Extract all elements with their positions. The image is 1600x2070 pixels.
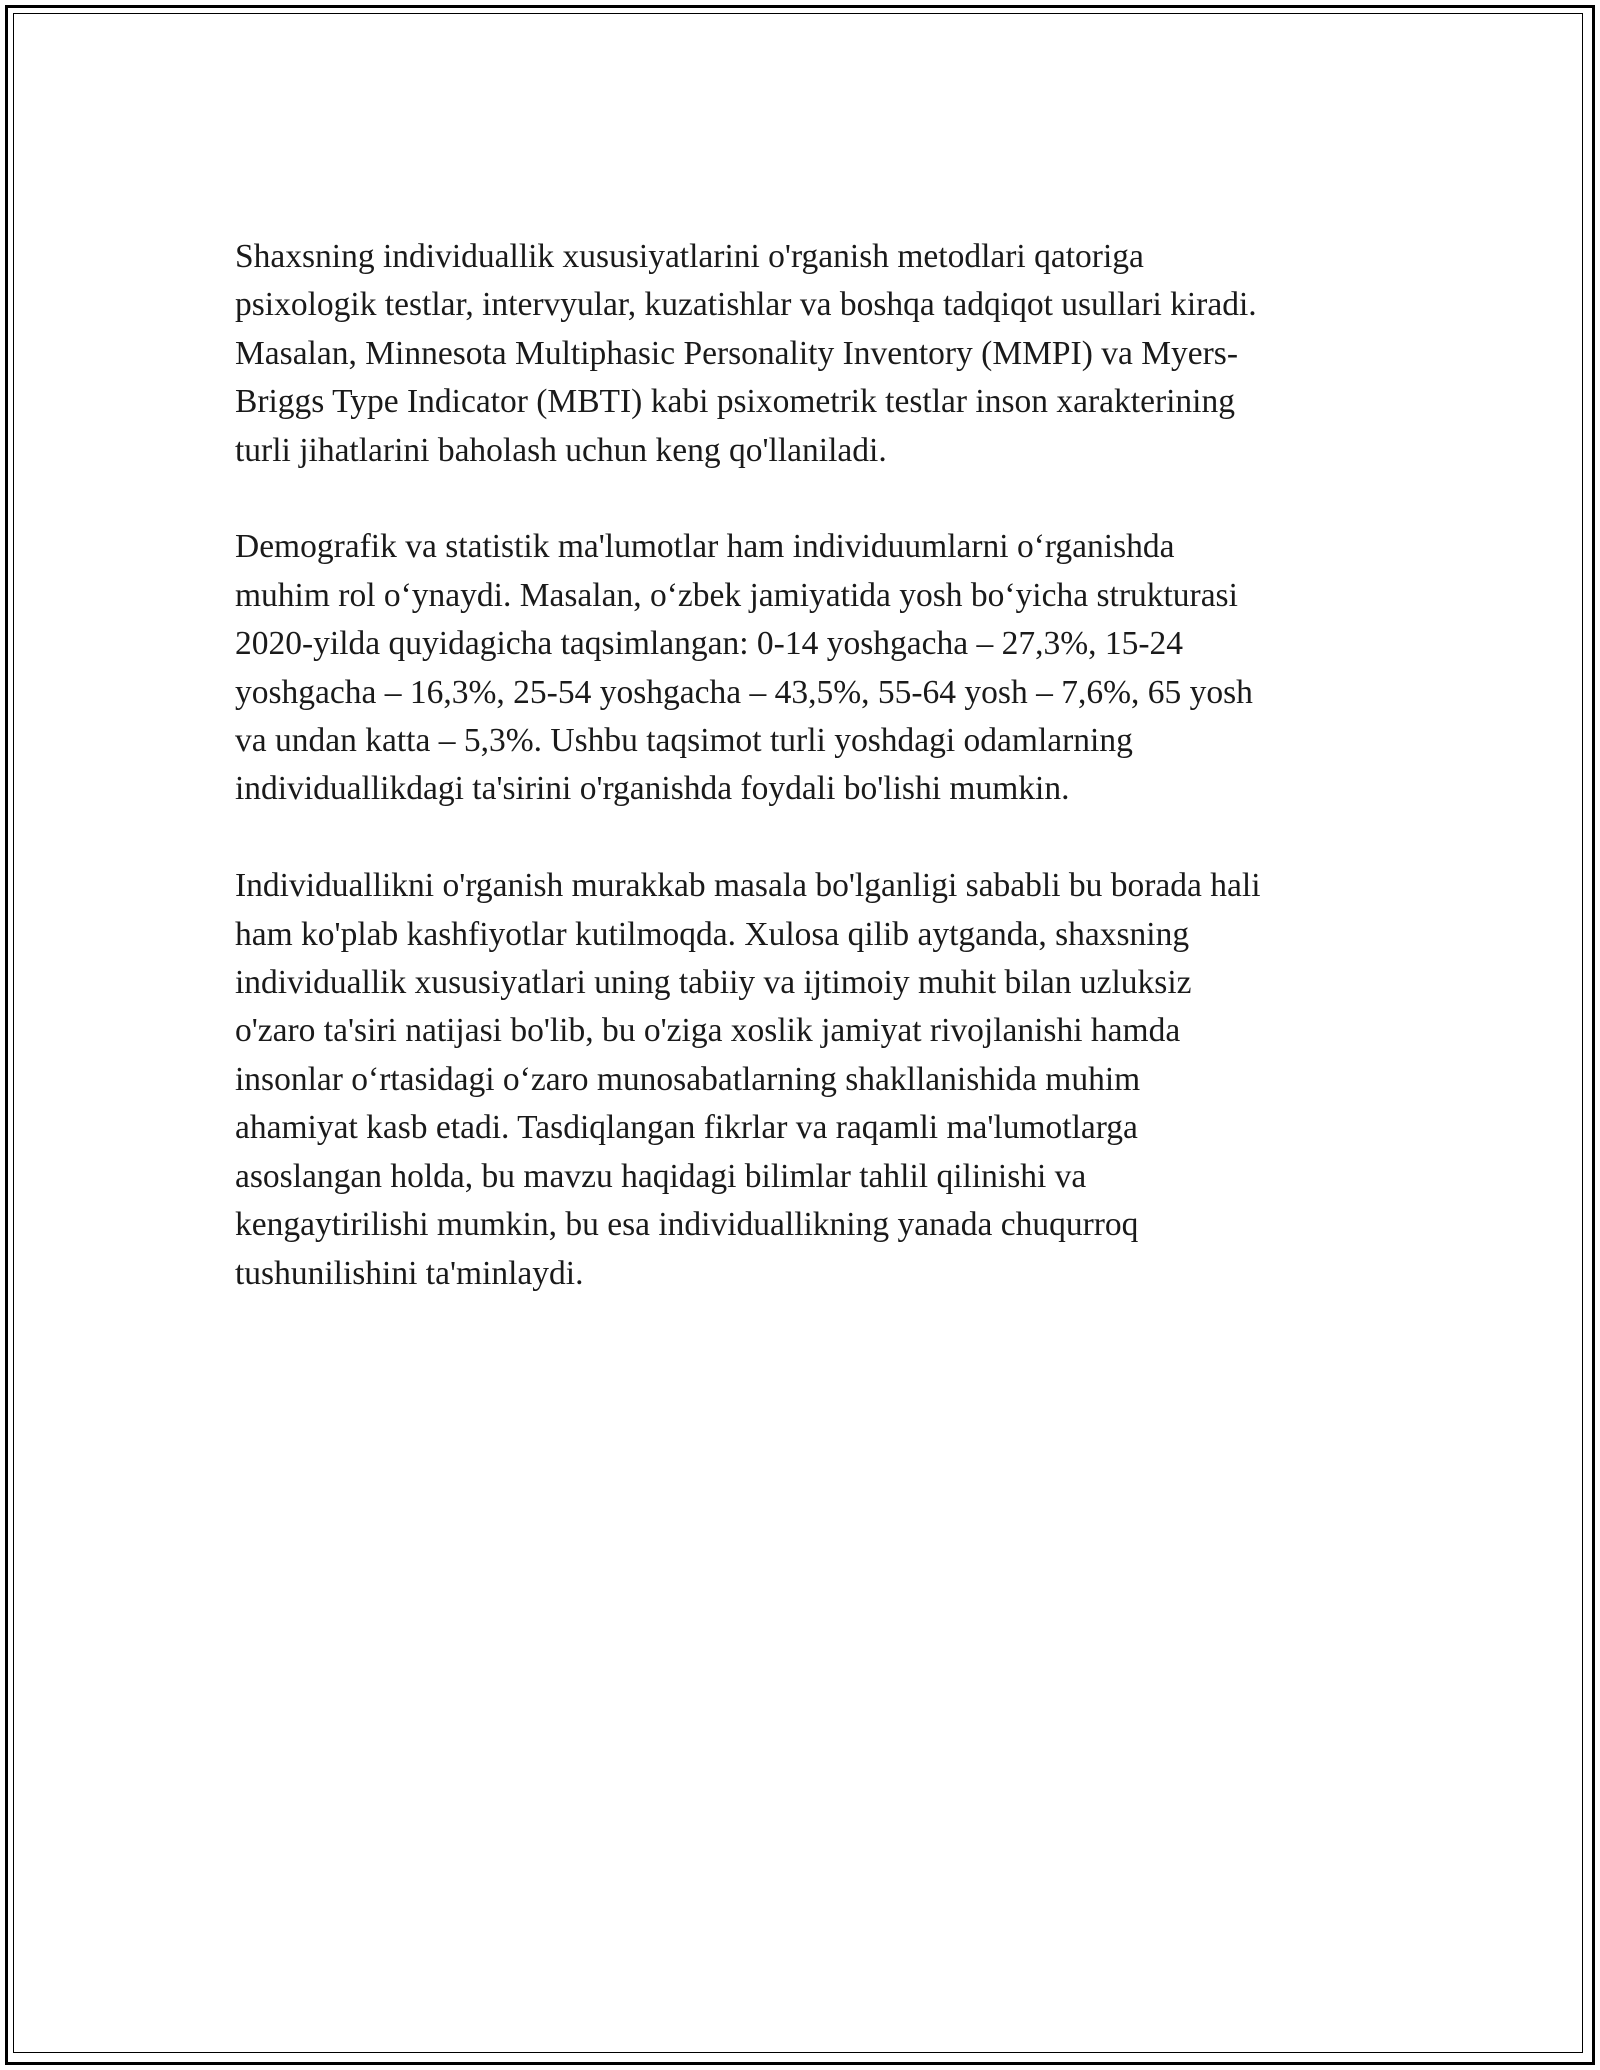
text-line: individuallikdagi ta'sirini o'rganishda foydali bo'lishi mumkin. bbox=[235, 770, 1070, 808]
text-line: tushunilishini ta'minlaydi. bbox=[235, 1254, 584, 1292]
text-line: psixologik testlar, intervyular, kuzatishlar va boshqa tadqiqot usullari kiradi. bbox=[235, 286, 1257, 324]
paragraph-conclusion bbox=[235, 862, 1380, 1298]
text-line: ahamiyat kasb etadi. Tasdiqlangan fikrlar va raqamli ma'lumotlarga bbox=[235, 1109, 1138, 1147]
text-line: ham ko'plab kashfiyotlar kutilmoqda. Xulosa qilib aytganda, shaxsning bbox=[235, 915, 1190, 953]
text-line: Shaxsning individuallik xususiyatlarini o'rganish metodlari qatoriga bbox=[235, 238, 1144, 275]
paragraph-demographics bbox=[235, 523, 1380, 813]
text-line: insonlar o‘rtasidagi o‘zaro munosabatlarning shakllanishida muhim bbox=[235, 1060, 1141, 1098]
text-line: asoslangan holda, bu mavzu haqidagi bilimlar tahlil qilinishi va bbox=[235, 1157, 1087, 1195]
text-line: Masalan, Minnesota Multiphasic Personality Inventory (MMPI) va Myers- bbox=[235, 334, 1238, 372]
document-body bbox=[235, 233, 1380, 1346]
text-line: Briggs Type Indicator (MBTI) kabi psixometrik testlar inson xarakterining bbox=[235, 383, 1235, 421]
text-line: individuallik xususiyatlari uning tabiiy va ijtimoiy muhit bilan uzluksiz bbox=[235, 964, 1192, 1002]
text-line: yoshgacha – 16,3%, 25-54 yoshgacha – 43,5%, 55-64 yosh – 7,6%, 65 yosh bbox=[235, 673, 1253, 711]
text-line: muhim rol o‘ynaydi. Masalan, o‘zbek jamiyatida yosh bo‘yicha strukturasi bbox=[235, 576, 1238, 614]
text-line: turli jihatlarini baholash uchun keng qo'llaniladi. bbox=[235, 431, 887, 469]
text-line: 2020-yilda quyidagicha taqsimlangan: 0-14 yoshgacha – 27,3%, 15-24 bbox=[235, 625, 1184, 663]
text-line: o'zaro ta'siri natijasi bo'lib, bu o'ziga xoslik jamiyat rivojlanishi hamda bbox=[235, 1012, 1181, 1050]
text-line: kengaytirilishi mumkin, bu esa individuallikning yanada chuqurroq bbox=[235, 1206, 1139, 1244]
text-line: va undan katta – 5,3%. Ushbu taqsimot turli yoshdagi odamlarning bbox=[235, 722, 1133, 760]
text-line: Individuallikni o'rganish murakkab masala bo'lganligi sababli bu borada hali bbox=[235, 867, 1261, 905]
paragraph-methods bbox=[235, 233, 1380, 475]
text-line: Demografik va statistik ma'lumotlar ham individuumlarni o‘rganishda bbox=[235, 528, 1175, 566]
